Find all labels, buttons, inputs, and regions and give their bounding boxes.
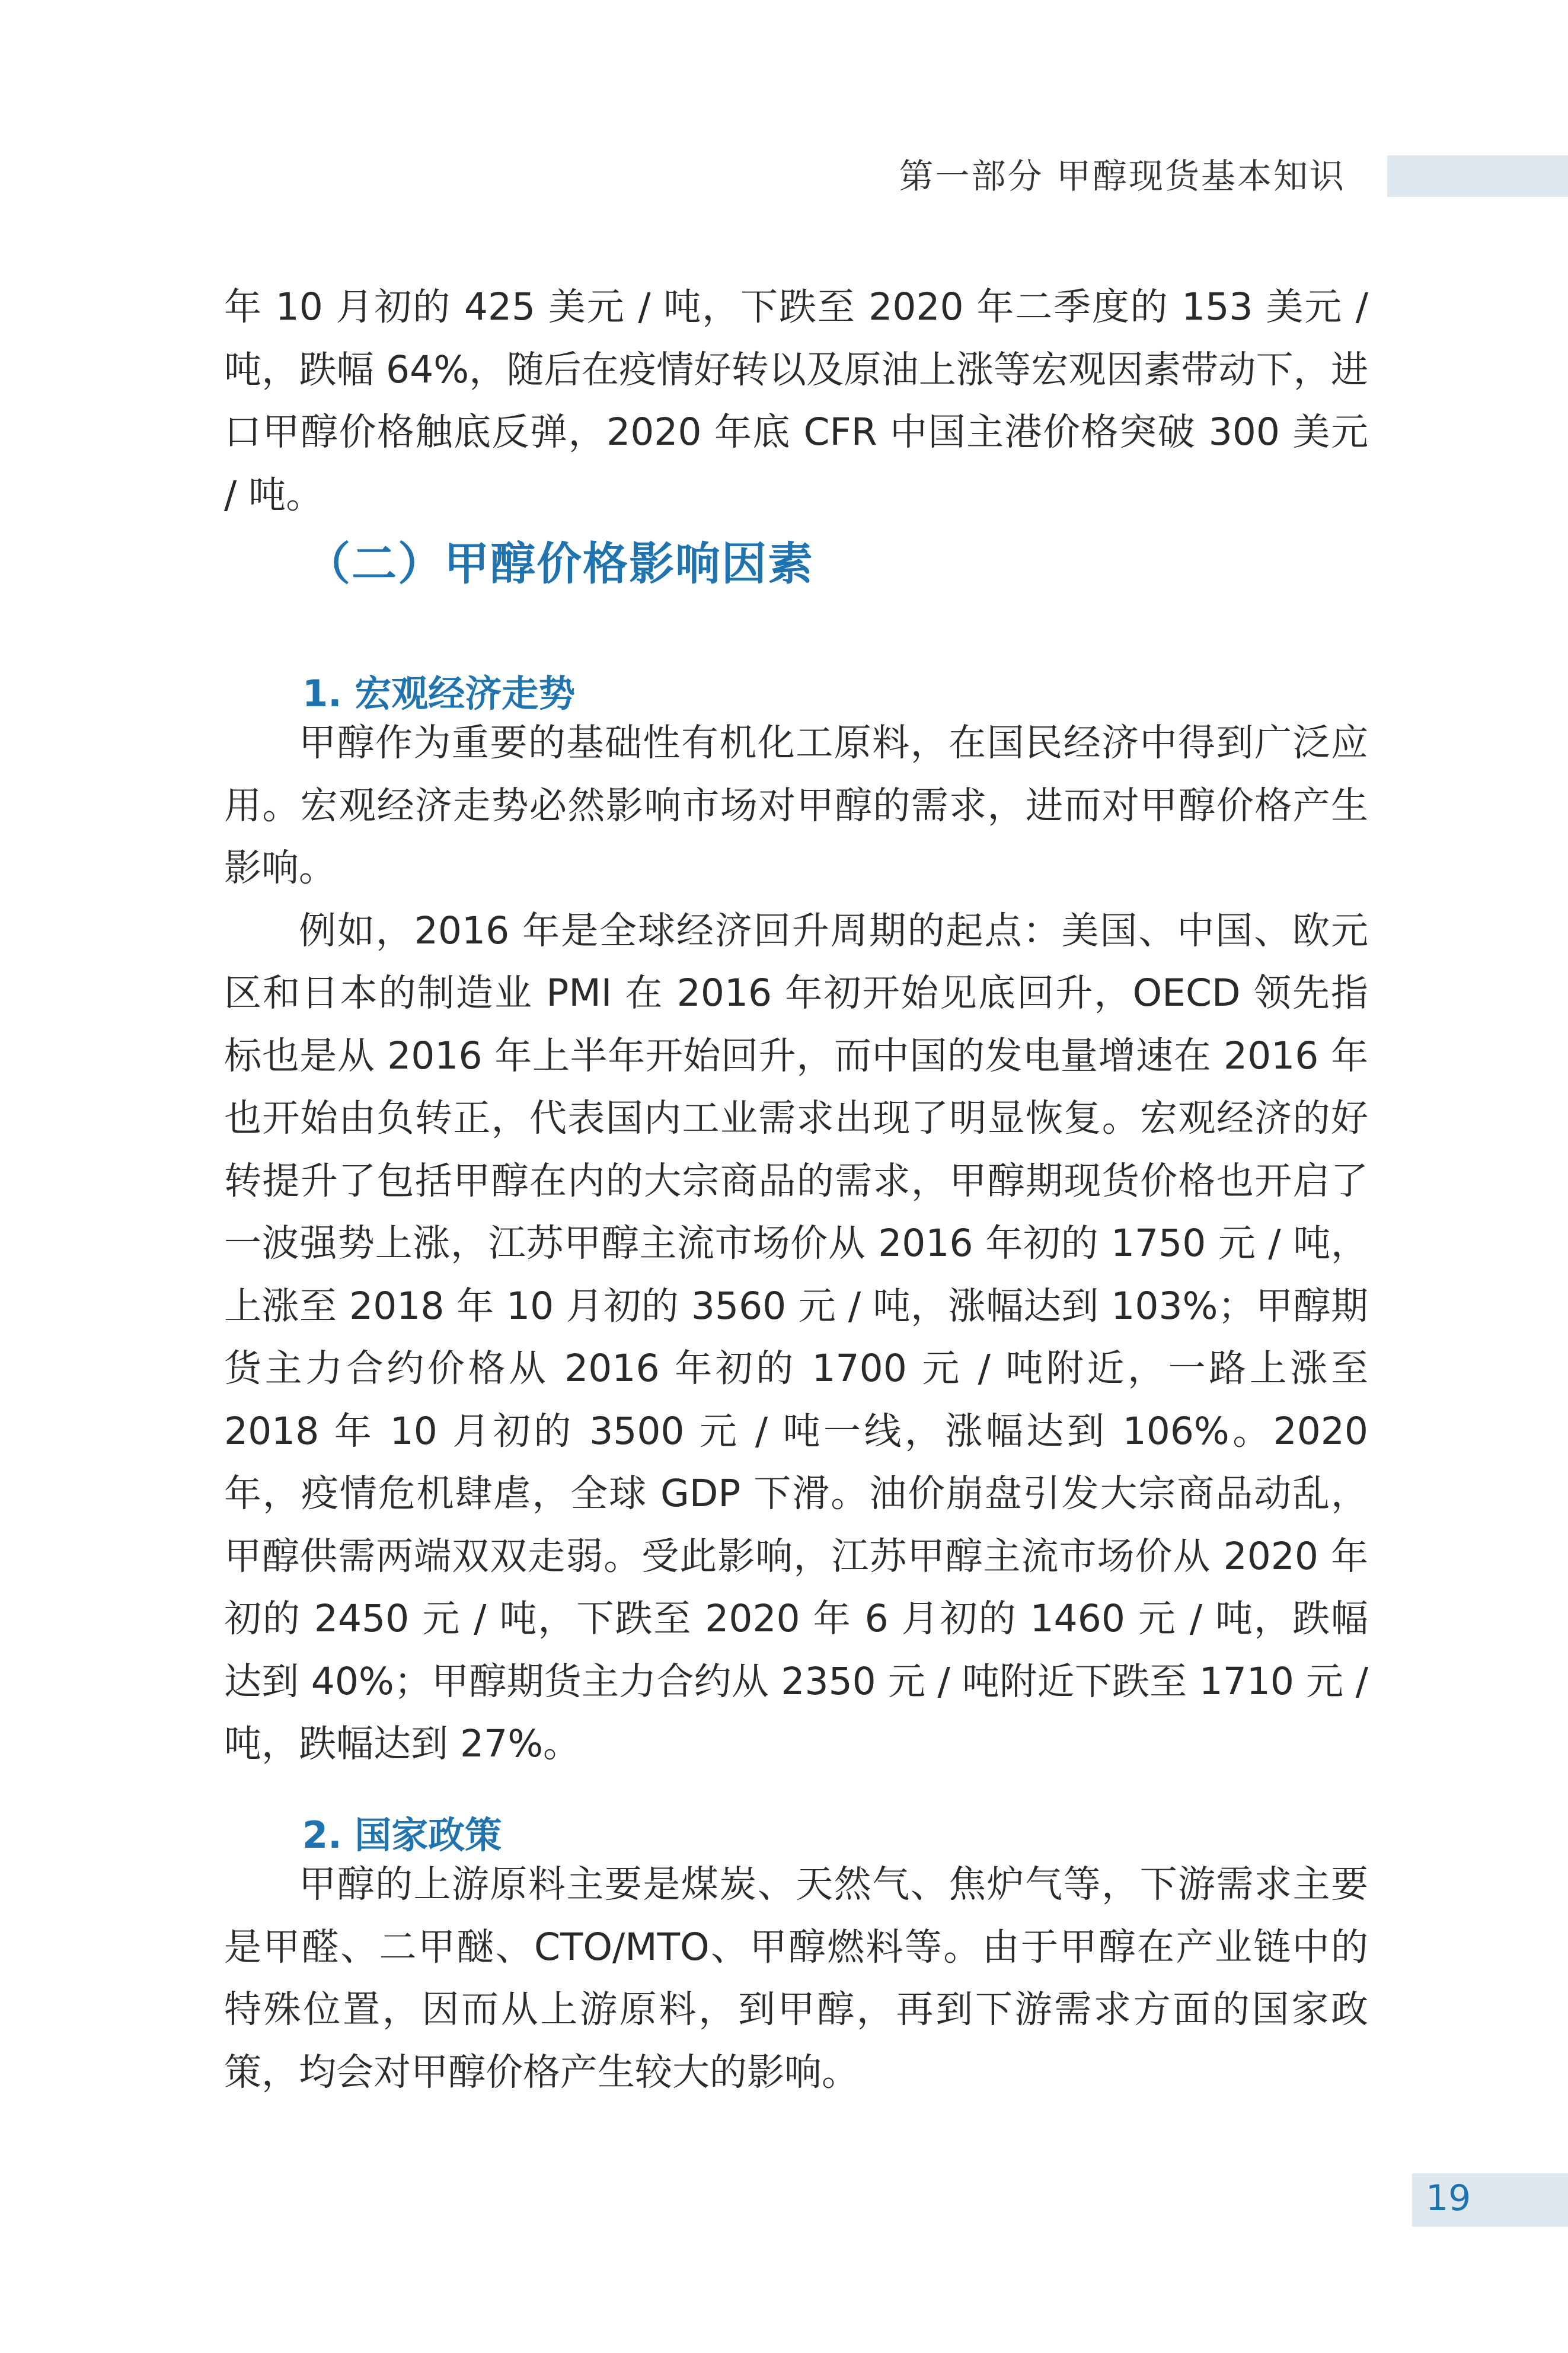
running-header-title: 第一部分 甲醇现货基本知识 xyxy=(899,156,1346,196)
section-title: （二）甲醇价格影响因素 xyxy=(305,537,814,590)
paragraph: 甲醇作为重要的基础性有机化工原料，在国民经济中得到广泛应用。宏观经济走势必然影响市场对甲醇的需求，进而对甲醇价格产生影响。 xyxy=(224,721,1368,889)
intro-paragraph: 年 10 月初的 425 美元 / 吨，下跌至 2020 年二季度的 153 美元 / 吨，跌幅 64%，随后在疫情好转以及原油上涨等宏观因素带动下，进口甲醇价格触底反弹，2020 年底 CFR 中国主港价格突破 300 美元 / 吨。 xyxy=(224,285,1368,516)
header-accent-bar xyxy=(1387,155,1568,197)
paragraph: 甲醇的上游原料主要是煤炭、天然气、焦炉气等，下游需求主要是甲醛、二甲醚、CTO/MTO、甲醇燃料等。由于甲醇在产业链中的特殊位置，因而从上游原料，到甲醇，再到下游需求方面的国家政策，均会对甲醇价格产生较大的影响。 xyxy=(224,1863,1368,2094)
paragraph: 例如，2016 年是全球经济回升周期的起点：美国、中国、欧元区和日本的制造业 PMI 在 2016 年初开始见底回升，OECD 领先指标也是从 2016 年上半年开始回升，而中国的发电量增速在 2016 年也开始由负转正，代表国内工业需求出现了明显恢复。宏观经济的好转提升了包括甲醇在内的大宗商品的需求，甲醇期现货价格也开启了一波强势上涨，江苏甲醇主流市场价从 2016 年初的 1750 元 / 吨，上涨至 2018 年 10 月初的 3560 元 / 吨，涨幅达到 103%；甲醇期货主力合约价格从 2016 年初的 1700 元 / 吨附近，一路上涨至 2018 年 10 月初的 3500 元 / 吨一线，涨幅达到 106%。2020 年，疫情危机肆虐，全球 GDP 下滑。油价崩盘引发大宗商品动乱，甲醇供需两端双双走弱。受此影响，江苏甲醇主流市场价从 2020 年初的 2450 元 / 吨，下跌至 2020 年 6 月初的 1460 元 / 吨，跌幅达到 40%；甲醇期货主力合约从 2350 元 / 吨附近下跌至 1710 元 / 吨，跌幅达到 27%。 xyxy=(224,908,1368,1765)
subsection-title-macro-economy: 1. 宏观经济走势 xyxy=(302,672,576,715)
subsection-body-national-policy xyxy=(224,1853,1368,2103)
intro-paragraph-block xyxy=(224,276,1368,526)
page-number: 19 xyxy=(1426,2177,1471,2219)
subsection-body-macro-economy xyxy=(224,712,1368,1775)
subsection-title-national-policy: 2. 国家政策 xyxy=(302,1813,502,1857)
